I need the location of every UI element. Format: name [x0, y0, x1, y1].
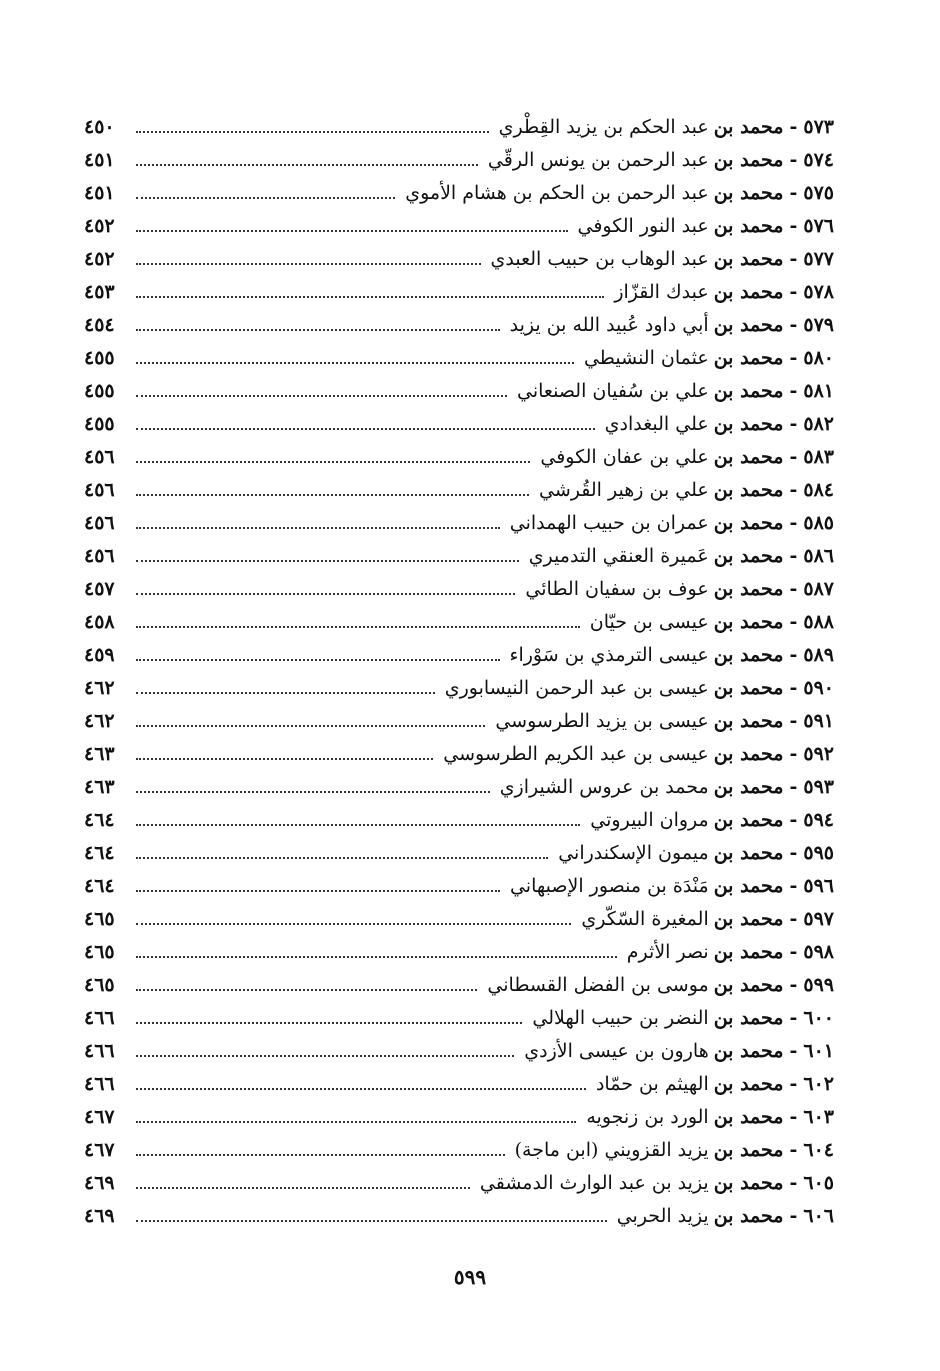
toc-entry — [84, 144, 834, 177]
toc-entry — [84, 441, 834, 474]
page-number: ٥٩٩ — [453, 1265, 487, 1289]
entry-name-prefix: محمد بن — [713, 1007, 784, 1029]
entry-name: عبد الوهاب بن حبيب العبدي — [490, 248, 709, 270]
entry-number: ٥٧٧ — [803, 248, 834, 270]
dot-leader — [136, 296, 604, 298]
entry-dash: - — [789, 776, 798, 798]
entry-number: ٥٨٥ — [803, 512, 834, 534]
entry-number: ٥٩٨ — [803, 941, 834, 963]
entry-dash: - — [789, 347, 798, 369]
entry-page: ٤٥٦ — [84, 512, 115, 534]
entry-page: ٤٥٨ — [84, 611, 115, 633]
entry-page: ٤٥٤ — [84, 314, 115, 336]
entry-name-prefix: محمد بن — [713, 248, 784, 270]
dot-leader — [136, 263, 481, 265]
entry-name: عبد الرحمن بن يونس الرقّي — [487, 149, 709, 171]
toc-entry — [84, 936, 834, 969]
dot-leader — [136, 593, 515, 595]
entry-name: عثمان النشيطي — [583, 347, 709, 369]
entry-dash: - — [789, 1172, 798, 1194]
entry-dash: - — [789, 842, 798, 864]
entry-name: علي بن عفان الكوفي — [540, 446, 709, 468]
entry-name: عوف بن سفيان الطائي — [525, 578, 709, 600]
entry-dash: - — [789, 380, 798, 402]
dot-leader — [136, 791, 490, 793]
toc-entry — [84, 177, 834, 210]
entry-page: ٤٦٦ — [84, 1040, 115, 1062]
entry-name: الهيثم بن حمّاد — [595, 1073, 709, 1095]
entry-page: ٤٦٥ — [84, 941, 115, 963]
entry-name-prefix: محمد بن — [713, 1205, 784, 1227]
entry-page: ٤٥٣ — [84, 281, 115, 303]
entry-page: ٤٦٩ — [84, 1172, 115, 1194]
dot-leader — [136, 989, 477, 991]
entry-name: عيسى بن حيّان — [589, 611, 709, 633]
entry-page: ٤٦٤ — [84, 842, 115, 864]
entry-number: ٦٠٦ — [803, 1205, 834, 1227]
entry-name: عبد النور الكوفي — [577, 215, 709, 237]
entry-name: عيسى بن يزيد الطرسوسي — [495, 710, 709, 732]
dot-leader — [136, 857, 548, 859]
entry-page: ٤٦٥ — [84, 908, 115, 930]
toc-entry — [84, 111, 834, 144]
toc-entry — [84, 1068, 834, 1101]
entry-number: ٥٨٦ — [803, 545, 834, 567]
entry-name: علي البغدادي — [604, 413, 709, 435]
entry-dash: - — [789, 1073, 798, 1095]
entry-page: ٤٦٦ — [84, 1007, 115, 1029]
entry-name-prefix: محمد بن — [713, 182, 784, 204]
entry-name: ميمون الإسكندراني — [558, 842, 709, 864]
entry-dash: - — [789, 149, 798, 171]
entry-name-prefix: محمد بن — [713, 1139, 784, 1161]
entry-page: ٤٦٣ — [84, 743, 115, 765]
dot-leader — [136, 890, 500, 892]
entry-name: عيسى الترمذي بن سَوْراء — [509, 644, 709, 666]
dot-leader — [136, 395, 507, 397]
entry-name: الورد بن زنجويه — [586, 1106, 709, 1128]
entry-page: ٤٦٥ — [84, 974, 115, 996]
entry-number: ٥٧٨ — [803, 281, 834, 303]
entry-page: ٤٥٥ — [84, 347, 115, 369]
toc-entry — [84, 969, 834, 1002]
entry-dash: - — [789, 644, 798, 666]
dot-leader — [136, 758, 433, 760]
entry-dash: - — [789, 545, 798, 567]
entry-dash: - — [789, 1007, 798, 1029]
entry-page: ٤٥١ — [84, 149, 115, 171]
entry-name-prefix: محمد بن — [713, 512, 784, 534]
entry-name-prefix: محمد بن — [713, 149, 784, 171]
entry-name-prefix: محمد بن — [713, 875, 784, 897]
entry-name: مَنْدَة بن منصور الإصبهاني — [509, 875, 709, 897]
entry-dash: - — [789, 248, 798, 270]
entry-number: ٥٨٣ — [803, 446, 834, 468]
entry-name-prefix: محمد بن — [713, 413, 784, 435]
entry-name: عمران بن حبيب الهمداني — [509, 512, 709, 534]
entry-dash: - — [789, 512, 798, 534]
toc-entry — [84, 672, 834, 705]
entry-number: ٥٩٢ — [803, 743, 834, 765]
entry-name-prefix: محمد بن — [713, 1073, 784, 1095]
dot-leader — [136, 1154, 505, 1156]
entry-number: ٦٠٥ — [803, 1172, 834, 1194]
entry-number: ٥٧٩ — [803, 314, 834, 336]
entry-number: ٥٨٠ — [803, 347, 834, 369]
toc-entry — [84, 375, 834, 408]
entry-name-prefix: محمد بن — [713, 347, 784, 369]
entry-dash: - — [789, 809, 798, 831]
entry-page: ٤٥٩ — [84, 644, 115, 666]
toc-entry — [84, 1101, 834, 1134]
toc-entry — [84, 837, 834, 870]
entry-name: النضر بن حبيب الهلالي — [532, 1007, 709, 1029]
entry-number: ٥٨١ — [803, 380, 834, 402]
toc-entry — [84, 870, 834, 903]
entry-name-prefix: محمد بن — [713, 380, 784, 402]
entry-name: هارون بن عيسى الأزدي — [524, 1040, 709, 1062]
dot-leader — [136, 428, 595, 430]
entry-name-prefix: محمد بن — [713, 941, 784, 963]
entry-number: ٥٩٧ — [803, 908, 834, 930]
entry-name: علي بن زهير القُرشي — [539, 479, 709, 501]
entry-dash: - — [789, 677, 798, 699]
entry-dash: - — [789, 875, 798, 897]
toc-entry — [84, 309, 834, 342]
entry-name-prefix: محمد بن — [713, 545, 784, 567]
entry-dash: - — [789, 182, 798, 204]
toc-entry — [84, 573, 834, 606]
entry-page: ٤٦٣ — [84, 776, 115, 798]
entry-number: ٥٩٤ — [803, 809, 834, 831]
dot-leader — [136, 527, 500, 529]
toc-entry — [84, 342, 834, 375]
entry-page: ٤٦٤ — [84, 875, 115, 897]
dot-leader — [136, 197, 395, 199]
dot-leader — [136, 494, 529, 496]
entry-name: عَميرة العنقي التدميري — [528, 545, 709, 567]
entry-number: ٥٩٦ — [803, 875, 834, 897]
entry-page: ٤٥٦ — [84, 446, 115, 468]
entry-name: محمد بن عروس الشيرازي — [499, 776, 709, 798]
entry-dash: - — [789, 710, 798, 732]
toc-entry — [84, 1200, 834, 1233]
entry-dash: - — [789, 908, 798, 930]
entry-number: ٥٩٣ — [803, 776, 834, 798]
entry-name-prefix: محمد بن — [713, 809, 784, 831]
entry-number: ٦٠٠ — [803, 1007, 834, 1029]
toc-entry — [84, 408, 834, 441]
entry-dash: - — [789, 314, 798, 336]
entry-name: عبد الرحمن بن الحكم بن هشام الأموي — [405, 182, 709, 204]
entry-name: يزيد بن عبد الوارث الدمشقي — [479, 1172, 709, 1194]
entry-dash: - — [789, 974, 798, 996]
dot-leader — [136, 923, 571, 925]
toc-entry — [84, 1167, 834, 1200]
dot-leader — [136, 725, 485, 727]
dot-leader — [136, 131, 489, 133]
entry-dash: - — [789, 1139, 798, 1161]
entry-name: موسى بن الفضل القسطاني — [487, 974, 709, 996]
entry-number: ٥٩٩ — [803, 974, 834, 996]
toc-entry — [84, 804, 834, 837]
dot-leader — [136, 626, 580, 628]
toc-entry — [84, 606, 834, 639]
entry-name-prefix: محمد بن — [713, 314, 784, 336]
dot-leader — [136, 659, 500, 661]
entry-name-prefix: محمد بن — [713, 1106, 784, 1128]
entry-page: ٤٥٥ — [84, 380, 115, 402]
entry-name: عيسى بن عبد الكريم الطرسوسي — [443, 743, 709, 765]
entry-number: ٦٠١ — [803, 1040, 834, 1062]
entry-dash: - — [789, 1205, 798, 1227]
entry-name-prefix: محمد بن — [713, 908, 784, 930]
entry-dash: - — [789, 215, 798, 237]
toc-entry — [84, 276, 834, 309]
toc-entry — [84, 243, 834, 276]
entry-name-prefix: محمد بن — [713, 677, 784, 699]
dot-leader — [136, 362, 574, 364]
entry-dash: - — [789, 446, 798, 468]
entry-dash: - — [789, 578, 798, 600]
entry-number: ٦٠٢ — [803, 1073, 834, 1095]
dot-leader — [136, 1088, 586, 1090]
entry-page: ٤٦٦ — [84, 1073, 115, 1095]
entry-number: ٥٩١ — [803, 710, 834, 732]
dot-leader — [136, 461, 530, 463]
toc-entry — [84, 540, 834, 573]
toc-entry — [84, 1134, 834, 1167]
entry-name: عبدك القزّاز — [614, 281, 709, 303]
entry-name-prefix: محمد بن — [713, 1040, 784, 1062]
entry-number: ٥٨٩ — [803, 644, 834, 666]
entry-name-prefix: محمد بن — [713, 1172, 784, 1194]
entry-page: ٤٦٧ — [84, 1139, 115, 1161]
entry-name: عيسى بن عبد الرحمن النيسابوري — [444, 677, 709, 699]
entry-number: ٥٧٣ — [803, 116, 834, 138]
entry-dash: - — [789, 1040, 798, 1062]
entry-dash: - — [789, 281, 798, 303]
entry-number: ٥٩٥ — [803, 842, 834, 864]
entry-name-prefix: محمد بن — [713, 116, 784, 138]
entry-number: ٥٧٦ — [803, 215, 834, 237]
entry-dash: - — [789, 941, 798, 963]
entry-page: ٤٦٧ — [84, 1106, 115, 1128]
toc-entry — [84, 210, 834, 243]
toc-entry — [84, 705, 834, 738]
entry-name-prefix: محمد بن — [713, 974, 784, 996]
toc-entry — [84, 771, 834, 804]
toc-entry — [84, 474, 834, 507]
entry-name-prefix: محمد بن — [713, 842, 784, 864]
toc-entry — [84, 1002, 834, 1035]
entry-name-prefix: محمد بن — [713, 644, 784, 666]
toc-entry — [84, 507, 834, 540]
dot-leader — [136, 824, 580, 826]
entry-page: ٤٦٢ — [84, 710, 115, 732]
entry-name-prefix: محمد بن — [713, 479, 784, 501]
entry-dash: - — [789, 743, 798, 765]
entry-name: عبد الحكم بن يزيد القِطْري — [498, 116, 709, 138]
entry-dash: - — [789, 1106, 798, 1128]
dot-leader — [136, 164, 478, 166]
entry-number: ٥٨٤ — [803, 479, 834, 501]
dot-leader — [136, 1022, 522, 1024]
entry-number: ٥٧٤ — [803, 149, 834, 171]
entry-name-prefix: محمد بن — [713, 215, 784, 237]
entry-name-prefix: محمد بن — [713, 578, 784, 600]
entry-number: ٦٠٣ — [803, 1106, 834, 1128]
entry-name-prefix: محمد بن — [713, 743, 784, 765]
entry-name-prefix: محمد بن — [713, 446, 784, 468]
entry-page: ٤٥١ — [84, 182, 115, 204]
entry-dash: - — [789, 479, 798, 501]
entry-page: ٤٥٢ — [84, 248, 115, 270]
entry-page: ٤٦٩ — [84, 1205, 115, 1227]
entry-name: مروان البيروتي — [590, 809, 709, 831]
toc-entry — [84, 639, 834, 672]
dot-leader — [136, 329, 500, 331]
entry-name: نصر الأثرم — [626, 941, 709, 963]
toc-entry — [84, 738, 834, 771]
entry-name: المغيرة السّكّري — [581, 908, 709, 930]
dot-leader — [136, 560, 519, 562]
entry-number: ٥٨٧ — [803, 578, 834, 600]
table-of-contents — [84, 111, 834, 1233]
entry-number: ٥٩٠ — [803, 677, 834, 699]
entry-number: ٥٨٢ — [803, 413, 834, 435]
dot-leader — [136, 1121, 576, 1123]
dot-leader — [136, 1187, 470, 1189]
entry-name: أبي داود عُبيد الله بن يزيد — [509, 314, 709, 336]
entry-number: ٦٠٤ — [803, 1139, 834, 1161]
entry-dash: - — [789, 611, 798, 633]
entry-dash: - — [789, 116, 798, 138]
entry-page: ٤٥٧ — [84, 578, 115, 600]
entry-page: ٤٥٢ — [84, 215, 115, 237]
entry-name-prefix: محمد بن — [713, 776, 784, 798]
dot-leader — [136, 1220, 607, 1222]
entry-name: يزيد الحربي — [616, 1205, 709, 1227]
entry-page: ٤٦٤ — [84, 809, 115, 831]
entry-name: يزيد القزويني (ابن ماجة) — [514, 1139, 709, 1161]
entry-name-prefix: محمد بن — [713, 611, 784, 633]
toc-entry — [84, 1035, 834, 1068]
entry-page: ٤٥٦ — [84, 479, 115, 501]
dot-leader — [136, 956, 617, 958]
entry-number: ٥٨٨ — [803, 611, 834, 633]
entry-page: ٤٥٠ — [84, 116, 115, 138]
entry-number: ٥٧٥ — [803, 182, 834, 204]
entry-name: علي بن سُفيان الصنعاني — [517, 380, 709, 402]
entry-page: ٤٥٦ — [84, 545, 115, 567]
entry-name-prefix: محمد بن — [713, 710, 784, 732]
toc-entry — [84, 903, 834, 936]
entry-page: ٤٥٥ — [84, 413, 115, 435]
dot-leader — [136, 1055, 514, 1057]
dot-leader — [136, 230, 568, 232]
entry-page: ٤٦٢ — [84, 677, 115, 699]
entry-name-prefix: محمد بن — [713, 281, 784, 303]
entry-dash: - — [789, 413, 798, 435]
dot-leader — [136, 692, 435, 694]
